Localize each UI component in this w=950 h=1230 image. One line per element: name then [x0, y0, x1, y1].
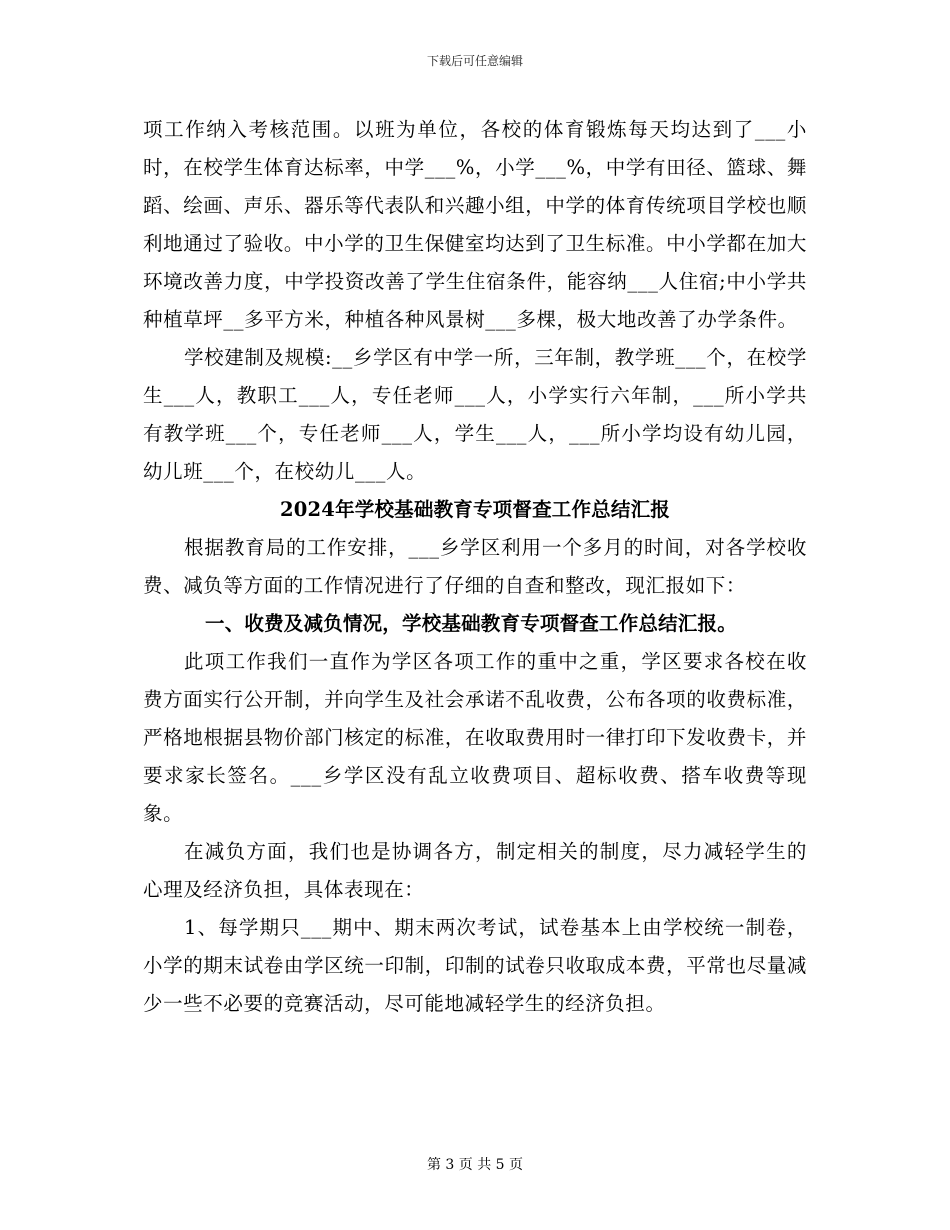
paragraph-continued: 项工作纳入考核范围。以班为单位，各校的体育锻炼每天均达到了___小时，在校学生体育达标率，中学___%，小学___%，中学有田径、篮球、舞蹈、绘画、声乐、器乐等代表队和兴趣小组，中学的体育传统项目学校也顺利地通过了验收。中小学的卫生保健室均达到了卫生标准。中小学都在加大环境改善力度，中学投资改善了学生住宿条件，能容纳___人住宿;中小学共种植草坪__多平方米，种植各种风景树___多棵，极大地改善了办学条件。 [143, 118, 807, 331]
paragraph-school-scale: 学校建制及规模:__乡学区有中学一所，三年制，教学班___个，在校学生___人，教职工___人，专任老师___人，小学实行六年制，___所小学共有教学班___个，专任老师___人，学生___人，___所小学均设有幼儿园，幼儿班___个，在校幼儿___人。 [143, 346, 807, 483]
paragraph-burden: 在减负方面，我们也是协调各方，制定相关的制度，尽力减轻学生的心理及经济负担，具体表现在： [143, 840, 807, 901]
paragraph-intro: 根据教育局的工作安排，___乡学区利用一个多月的时间，对各学校收费、减负等方面的工作情况进行了仔细的自查和整改，现汇报如下： [143, 536, 807, 597]
paragraph-fees: 此项工作我们一直作为学区各项工作的重中之重，学区要求各校在收费方面实行公开制，并向学生及社会承诺不乱收费，公布各项的收费标准，严格地根据县物价部门核定的标准，在收取费用时一律打印下发收费卡，并要求家长签名。___乡学区没有乱立收费项目、超标收费、搭车收费等现象。 [143, 650, 807, 825]
section-heading-fees: 一、收费及减负情况，学校基础教育专项督查工作总结汇报。 [205, 612, 737, 635]
page-header: 下载后可任意编辑 [426, 54, 523, 68]
document-body [143, 111, 807, 1023]
paragraph-exams: 1、每学期只___期中、期末两次考试，试卷基本上由学校统一制卷，小学的期末试卷由学区统一印制，印制的试卷只收取成本费，平常也尽量减少一些不必要的竞赛活动，尽可能地减轻学生的经济负担。 [143, 916, 807, 1015]
section-title: 2024年学校基础教育专项督查工作总结汇报 [280, 498, 670, 521]
page-footer: 第 3 页 共 5 页 [426, 1157, 524, 1173]
